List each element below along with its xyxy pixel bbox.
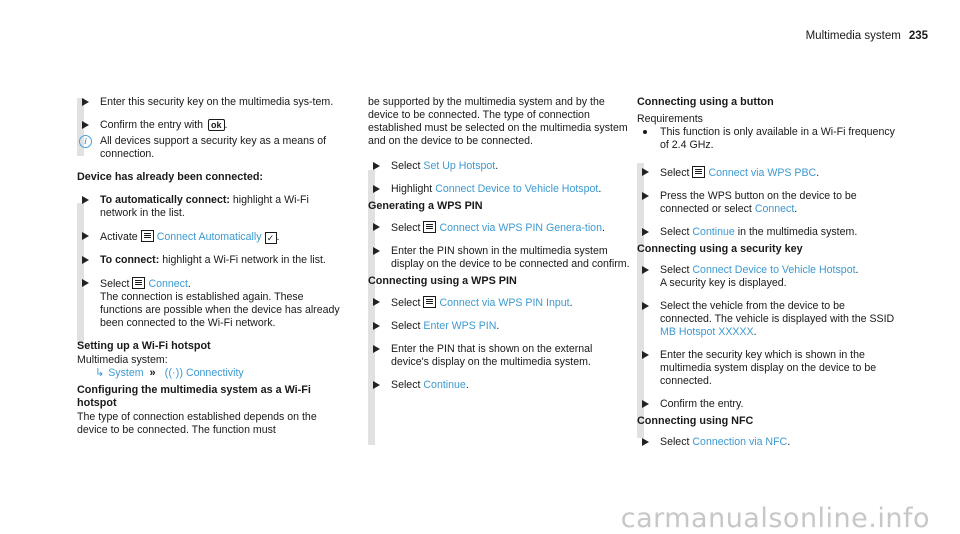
step-description: A security key is displayed. (660, 277, 787, 289)
step-description: The connection is established again. These functions are possible when the device has already been connected to the Wi-Fi network. (100, 291, 340, 329)
instruction-step (637, 300, 899, 339)
ui-term: Enter WPS PIN (423, 320, 497, 332)
section-heading: Connecting using a WPS PIN (368, 275, 517, 287)
step-arrow-icon (642, 228, 649, 236)
ui-term: Connect via WPS PIN Genera-tion (439, 222, 602, 234)
instruction-step (368, 183, 630, 196)
instruction-step (368, 245, 630, 271)
step-text: Select (391, 320, 421, 332)
punctuation: . (753, 326, 757, 338)
step-arrow-icon (373, 381, 380, 389)
menu-icon (423, 296, 436, 308)
step-label: To automatically connect: (100, 194, 230, 206)
step-arrow-icon (82, 98, 89, 106)
instruction-step (368, 221, 630, 235)
instruction-step (637, 226, 899, 239)
step-arrow-icon (373, 247, 380, 255)
ui-term: Connect (148, 278, 188, 290)
punctuation: . (276, 231, 280, 243)
menu-path (77, 367, 347, 380)
step-arrow-icon (642, 400, 649, 408)
ui-term: Continue (692, 226, 735, 238)
requirement-text: This function is only available in a Wi-Fi frequency of 2.4 GHz. (660, 126, 895, 151)
column-1 (77, 96, 347, 437)
step-label: To connect: (100, 254, 160, 266)
step-arrow-icon (82, 121, 89, 129)
requirement-item (637, 126, 899, 152)
path-separator-icon: » (149, 367, 156, 379)
step-text: Select (660, 226, 690, 238)
info-note (77, 135, 347, 161)
step-text: Select (100, 278, 130, 290)
step-text: Select (391, 222, 421, 234)
step-text: Press the WPS button on the device to be connected or select (660, 190, 857, 215)
section-heading: Connecting using a security key (637, 243, 803, 255)
step-text: Select the vehicle from the device to be connected. The vehicle is displayed with the SSID (660, 300, 895, 325)
step-arrow-icon (373, 345, 380, 353)
punctuation: . (496, 320, 500, 332)
instruction-step (77, 194, 347, 220)
menu-path-label: Multimedia system: (77, 354, 168, 366)
ui-term: Connect via WPS PIN Input (439, 297, 570, 309)
step-arrow-icon (82, 232, 89, 240)
step-arrow-icon (82, 279, 89, 287)
step-text: Select (660, 436, 690, 448)
punctuation: . (465, 379, 469, 391)
step-arrow-icon (373, 298, 380, 306)
step-arrow-icon (642, 438, 649, 446)
step-text: Select (391, 297, 421, 309)
section-heading: Generating a WPS PIN (368, 200, 483, 212)
instruction-step (637, 398, 899, 411)
ui-term: Set Up Hotspot (423, 160, 496, 172)
ui-term: Connect Automatically (156, 231, 262, 243)
punctuation: . (495, 160, 499, 172)
section-heading: Setting up a Wi-Fi hotspot (77, 340, 211, 352)
ui-term: Connect (754, 203, 795, 215)
step-arrow-icon (642, 351, 649, 359)
ui-term: Connect via WPS PBC (708, 167, 817, 179)
section-heading: Connecting using a button (637, 96, 774, 108)
menu-icon (692, 166, 705, 178)
note-text: All devices support a security key as a means of connection. (100, 135, 327, 160)
step-arrow-icon (373, 322, 380, 330)
instruction-step (77, 254, 347, 267)
instruction-step (368, 320, 630, 333)
instruction-step (368, 296, 630, 310)
instruction-step (77, 230, 347, 244)
punctuation: . (187, 278, 191, 290)
page-number: 235 (908, 30, 928, 42)
punctuation: . (794, 203, 798, 215)
section-heading: Device has already been connected: (77, 171, 264, 183)
paragraph: be supported by the multimedia system and by the device to be connected. The type of connection established must be selected on the multimedia system and on the device to be connected. (368, 96, 628, 147)
step-arrow-icon (373, 162, 380, 170)
step-arrow-icon (82, 256, 89, 264)
step-text: Enter the PIN shown in the multimedia system display on the device to be connected and confirm. (391, 245, 630, 270)
menu-icon (141, 230, 154, 242)
step-text: Activate (100, 231, 138, 243)
instruction-step (77, 119, 347, 132)
instruction-step (368, 343, 630, 369)
ui-term: Connect Device to Vehicle Hotspot (692, 264, 856, 276)
path-system: System (108, 367, 144, 379)
checkbox-checked-icon: ✓ (265, 232, 277, 244)
column-2 (368, 96, 630, 402)
step-text: Enter the PIN that is shown on the external device's display on the multimedia system. (391, 343, 593, 368)
punctuation: . (601, 222, 605, 234)
paragraph: The type of connection established depends on the device to be connected. The function must (77, 411, 317, 436)
step-text: highlight a Wi-Fi network in the list. (162, 254, 326, 266)
instruction-step (637, 166, 899, 180)
instruction-step (637, 264, 899, 290)
step-text: Highlight (391, 183, 433, 195)
path-connectivity: Connectivity (186, 367, 244, 379)
instruction-step (637, 349, 899, 388)
punctuation: . (569, 297, 573, 309)
step-text: Select (660, 167, 690, 179)
step-arrow-icon (373, 185, 380, 193)
instruction-step (77, 277, 347, 330)
requirements-label: Requirements (637, 113, 703, 125)
step-arrow-icon (642, 168, 649, 176)
step-text: Select (391, 379, 421, 391)
menu-icon (132, 277, 145, 289)
step-text: in the multimedia system. (737, 226, 858, 238)
path-start-icon: ↳ (95, 367, 105, 379)
step-text: Select (391, 160, 421, 172)
wifi-icon: ((·)) (164, 367, 183, 379)
ui-term: MB Hotspot XXXXX (660, 326, 754, 338)
ui-term: Connection via NFC (692, 436, 788, 448)
column-3 (637, 96, 899, 459)
section-title: Multimedia system (805, 30, 901, 42)
instruction-step (77, 96, 347, 109)
step-text: Confirm the entry. (660, 398, 744, 410)
step-arrow-icon (642, 302, 649, 310)
instruction-step (637, 190, 899, 216)
step-arrow-icon (82, 196, 89, 204)
punctuation: . (224, 119, 228, 131)
step-text: Enter this security key on the multimedia sys-tem. (100, 96, 334, 108)
ui-term: Connect Device to Vehicle Hotspot (435, 183, 599, 195)
ok-button-icon: ok (208, 119, 225, 131)
menu-icon (423, 221, 436, 233)
punctuation: . (598, 183, 602, 195)
page-header (806, 30, 928, 43)
bullet-icon (643, 130, 647, 134)
step-text: Enter the security key which is shown in the multimedia system display on the device to be connected. (660, 349, 877, 387)
instruction-step (368, 160, 630, 173)
step-arrow-icon (373, 223, 380, 231)
punctuation: . (855, 264, 859, 276)
instruction-step (637, 436, 899, 449)
instruction-step (368, 379, 630, 392)
step-text: Select (660, 264, 690, 276)
step-arrow-icon (642, 266, 649, 274)
section-heading: Connecting using NFC (637, 415, 754, 427)
step-text: Confirm the entry with (100, 119, 204, 131)
watermark: carmanualsonline.info (620, 503, 930, 534)
section-heading: Configuring the multimedia system as a Wi-Fi hotspot (77, 384, 311, 409)
info-icon: i (79, 135, 92, 148)
punctuation: . (787, 436, 791, 448)
step-arrow-icon (642, 192, 649, 200)
punctuation: . (816, 167, 820, 179)
ui-term: Continue (423, 379, 466, 391)
step-text: highlight a Wi-Fi network in the list. (100, 194, 309, 219)
